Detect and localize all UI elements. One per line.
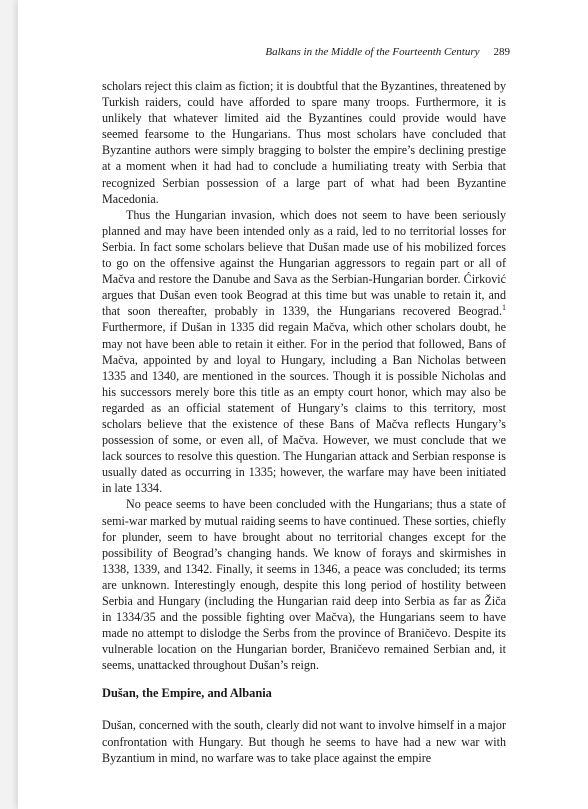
paragraph-4: Dušan, concerned with the south, clearly did not want to involve himself in a major confrontation with Hungary. But though he seems to have had a new war with Byzantium in mind, no warfare was to take place against the empire [102, 718, 506, 765]
paragraph-1: scholars reject this claim as fiction; it is doubtful that the Byzantines, threatened by Turkish raiders, could have afforded to spare many troops. Furthermore, it is unlikely that whatever limited aid the Byzantines could provide would have seemed fearsome to the Hungarians. Thus most scholars have concluded that Byzantine authors were simply bragging to bolster the empire’s declining prestige at a moment when it had had to conclude a humiliating treaty with Serbia that recognized Serbian possession of a large part of what had been Byzantine Macedonia. [102, 79, 506, 206]
paragraph-3: No peace seems to have been concluded with the Hungarians; thus a state of semi-war marked by mutual raiding seems to have continued. These sorties, chiefly for plunder, seem to have brought about no territorial changes except for the possibility of Beograd’s changing hands. We know of forays and skirmishes in 1338, 1339, and 1342. Finally, it seems in 1346, a peace was concluded; its terms are unknown. Interestingly enough, despite this long period of hostility between Serbia and Hungary (including the Hungarian raid deep into Serbia as far as Žiča in 1334/35 and the possible fighting over Mačva), the Hungarians seem to have made no attempt to dislodge the Serbs from the province of Braničevo. Despite its vulnerable location on the Hungarian border, Braničevo remained Serbian and, it seems, unattacked throughout Dušan’s reign. [102, 497, 506, 673]
paragraph-2-part-1: Thus the Hungarian invasion, which does not seem to have been seriously planned and may have been intended only as a raid, led to no territorial losses for Serbia. In fact some scholars believe that Dušan made use of his mobilized forces to go on the offensive against the Hungarian aggressors to regain part or all of Mačva and restore the Danube and Sava as the Serbian-Hungarian border. Ćirković argues that Dušan even took Beograd at this time but was unable to retain it, and that soon thereafter, probably in 1339, the Hungarians recovered Beograd. [102, 207, 506, 319]
page-body [102, 78, 506, 766]
paragraph-2-part-2: Furthermore, if Dušan in 1335 did regain Mačva, which other scholars doubt, he may not have been able to retain it either. For in the period that followed, Bans of Mačva, appointed by and loyal to Hungary, including a Ban Nicholas between 1335 and 1340, are mentioned in the sources. Though it is possible Nicholas and his successors merely bore this title as an empty court honor, which may also be regarded as an official statement of Hungary’s claims to this territory, most scholars believe that the existence of these Bans of Mačva reflects Hungary’s possession of some, or even all, of Mačva. However, we must conclude that we lack sources to resolve this question. The Hungarian attack and Serbian response is usually dated as occurring in 1335; however, the warfare may have been initiated in late 1334. [102, 320, 506, 496]
book-page [18, 0, 588, 809]
page-number: 289 [493, 46, 510, 58]
footnote-marker[interactable]: 1 [502, 303, 506, 313]
running-title: Balkans in the Middle of the Fourteenth Century [265, 46, 480, 58]
running-header [232, 46, 510, 58]
section-heading: Dušan, the Empire, and Albania [102, 686, 272, 701]
paragraph-2 [102, 207, 506, 497]
